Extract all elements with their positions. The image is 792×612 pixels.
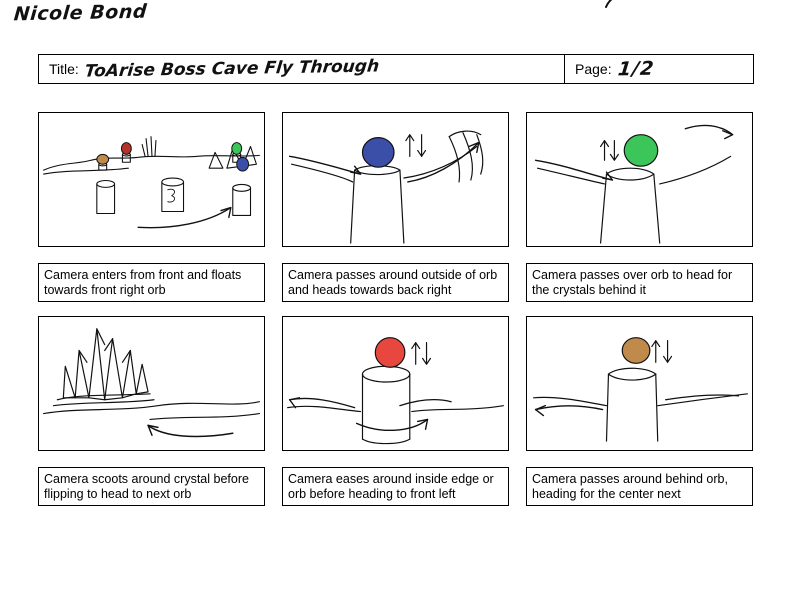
title-value: ToArise Boss Cave Fly Through [83,56,381,82]
storyboard-cell [38,112,265,302]
storyboard-grid [38,112,754,520]
storyboard-row [38,112,754,302]
panel-5-frame[interactable] [282,316,509,451]
title-bar [38,54,754,84]
panel-3-caption: Camera passes over orb to head for the crystals behind it [526,263,753,302]
storyboard-cell [526,112,753,302]
panel-3-frame[interactable] [526,112,753,247]
author-name: Nicole Bond [12,0,148,26]
title-field[interactable] [39,55,565,83]
storyboard-cell [526,316,753,506]
panel-5-caption: Camera eases around inside edge or orb before heading to front left [282,467,509,506]
panel-1-frame[interactable] [38,112,265,247]
storyboard-cell [38,316,265,506]
page-label: Page: [575,61,612,77]
storyboard-row [38,316,754,506]
page-value: 1/2 [616,57,656,81]
storyboard-cell [282,112,509,302]
panel-6-caption: Camera passes around behind orb, heading for the center next [526,467,753,506]
panel-2-caption: Camera passes around outside of orb and heads towards back right [282,263,509,302]
stray-pen-mark [604,0,630,8]
panel-1-caption: Camera enters from front and floats towards front right orb [38,263,265,302]
storyboard-cell [282,316,509,506]
panel-4-caption: Camera scoots around crystal before flipping to head to next orb [38,467,265,506]
panel-2-frame[interactable] [282,112,509,247]
page-field[interactable] [565,55,753,83]
panel-4-frame[interactable] [38,316,265,451]
panel-6-frame[interactable] [526,316,753,451]
title-label: Title: [49,61,79,77]
